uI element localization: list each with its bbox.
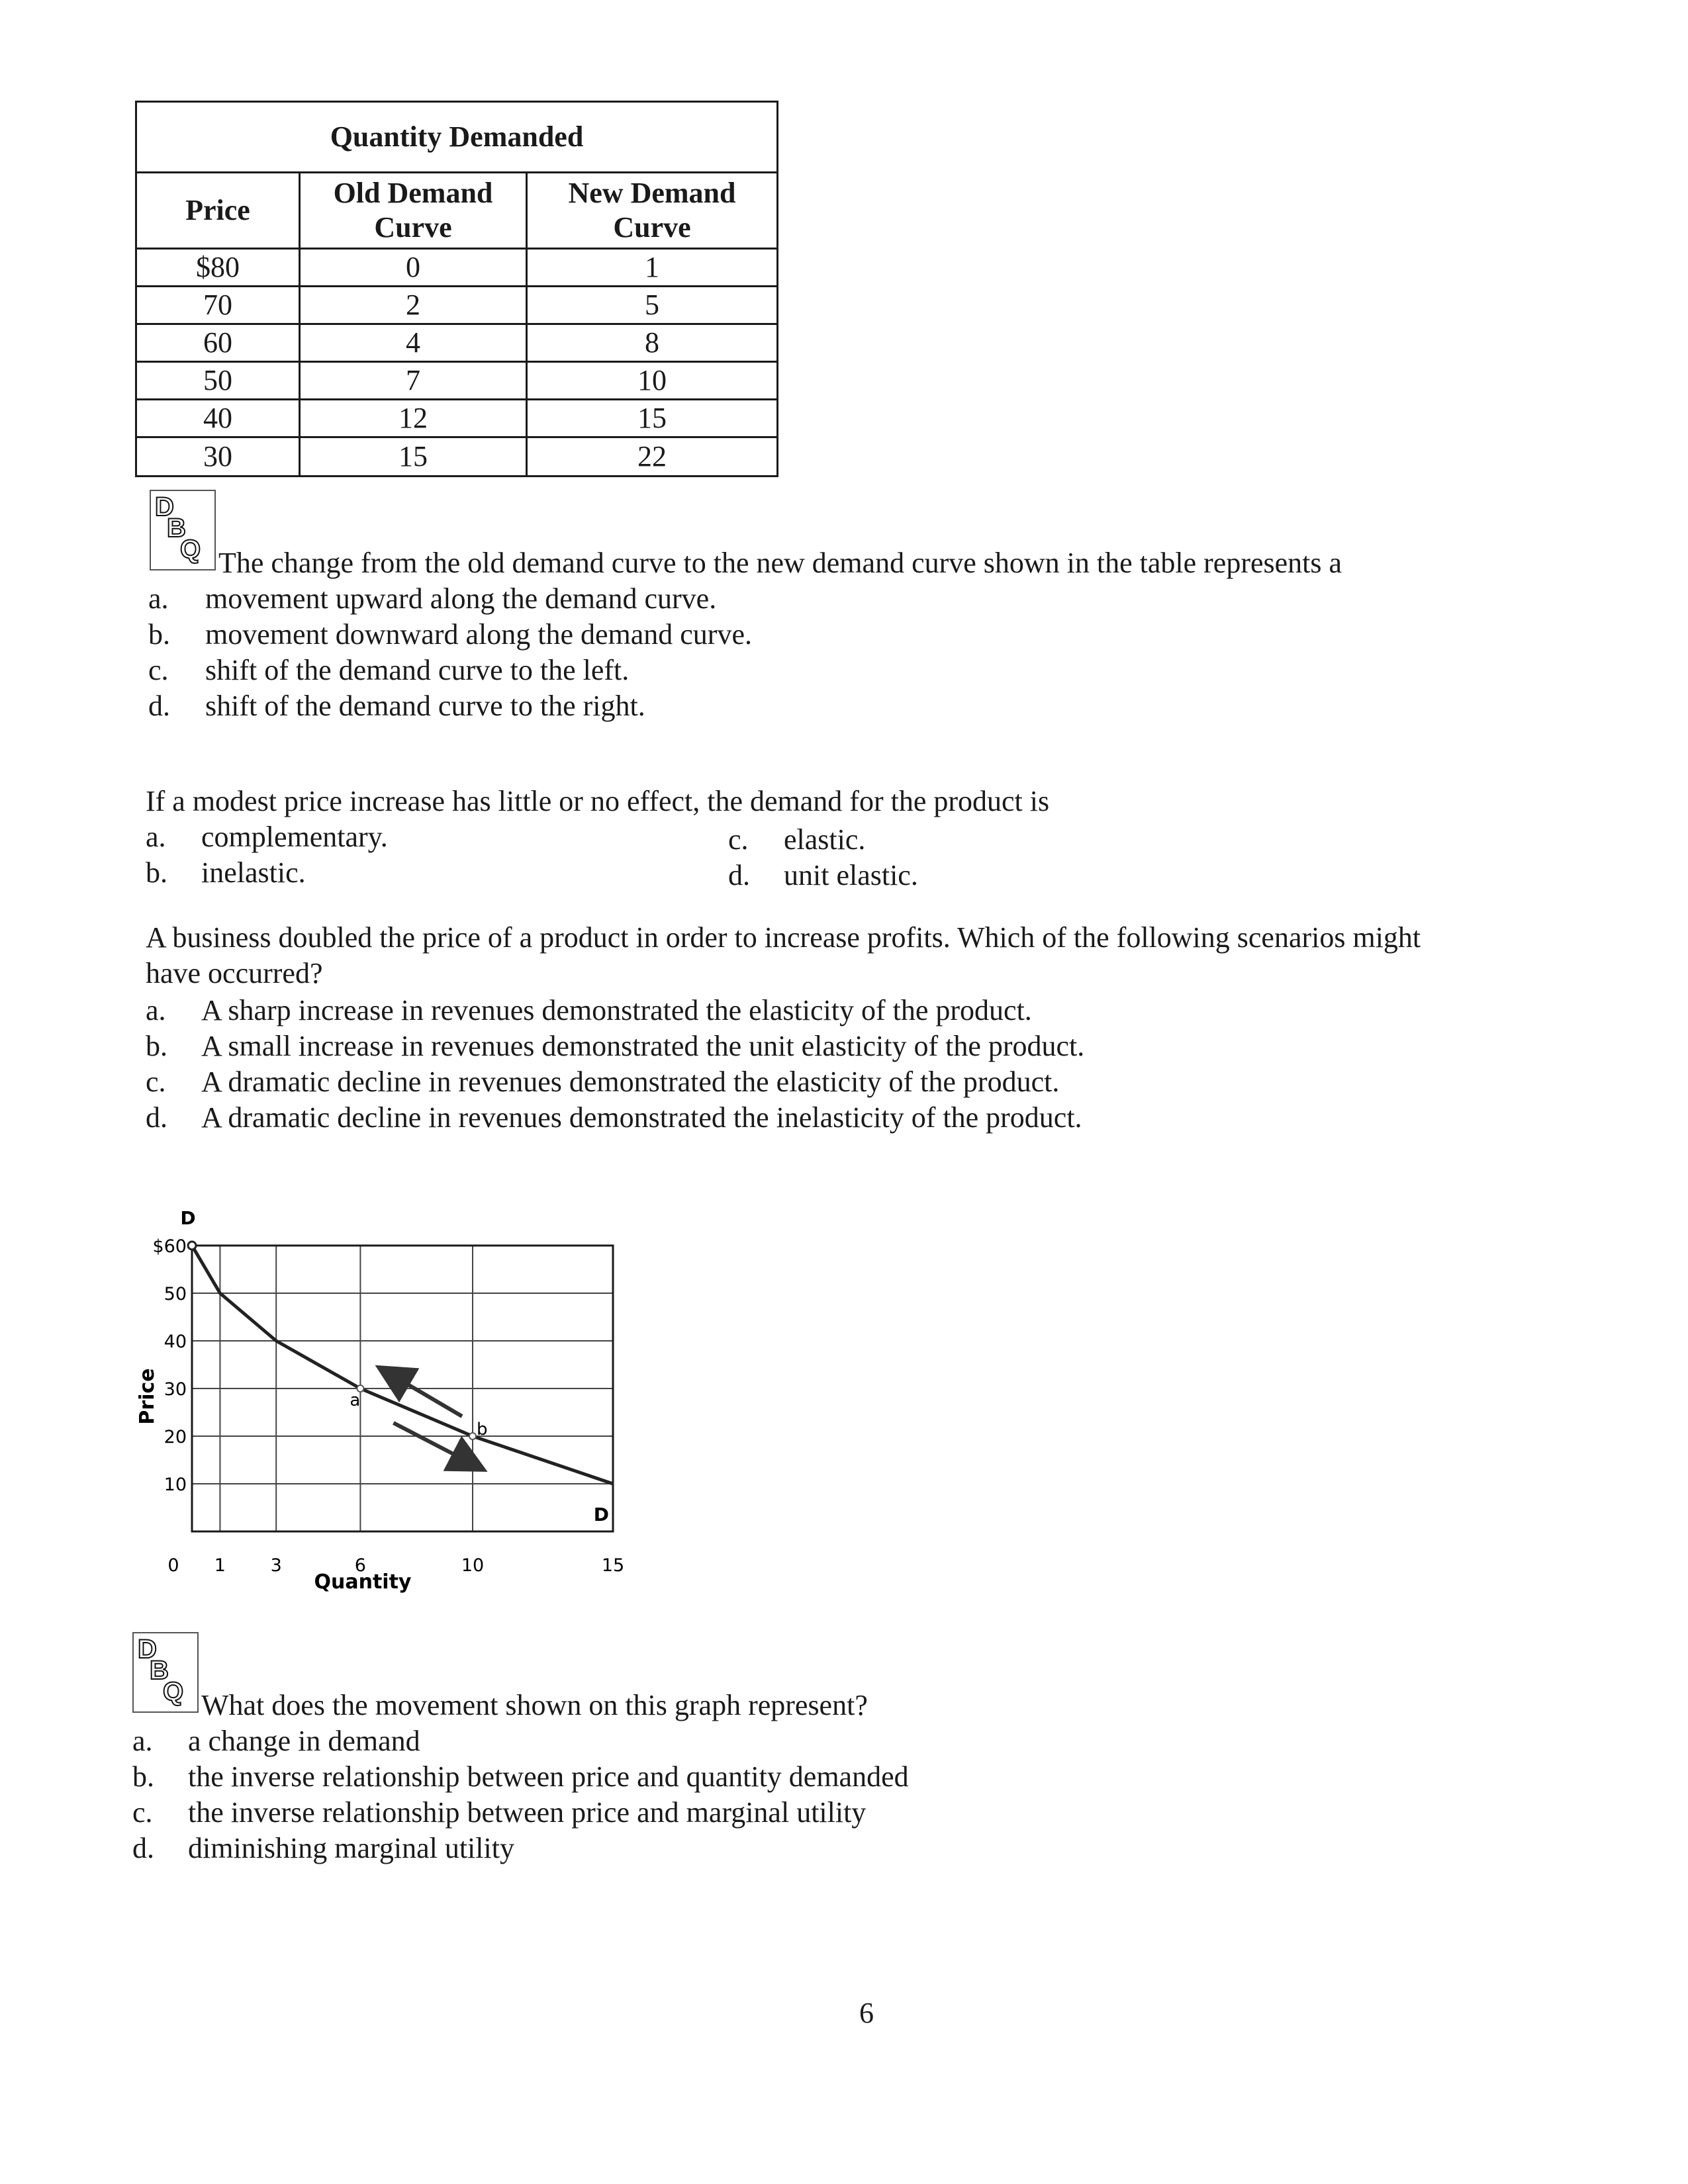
table-row (136, 362, 778, 400)
q3-option-letter: a. (146, 994, 166, 1026)
table-group-header: Quantity Demanded (136, 102, 778, 173)
q3-option-b[interactable]: A small increase in revenues demonstrated the unit elasticity of the product. (201, 1030, 1085, 1062)
q4-option-letter: b. (132, 1760, 154, 1793)
table-row (136, 324, 778, 362)
q3-stem-line1: A business doubled the price of a product in order to increase profits. Which of the following scenarios might (146, 921, 1421, 954)
q2-option-letter: d. (728, 859, 750, 891)
demand-table (135, 101, 778, 477)
q2-option-b[interactable]: inelastic. (201, 856, 306, 889)
cell-old: 2 (300, 287, 527, 324)
q4-option-c[interactable]: the inverse relationship between price and marginal utility (188, 1796, 867, 1829)
q1-option-letter: d. (148, 690, 170, 722)
q2-option-letter: b. (146, 856, 167, 889)
q3-option-letter: d. (146, 1101, 167, 1134)
cell-new: 15 (527, 400, 778, 437)
q3-option-letter: b. (146, 1030, 167, 1062)
q4-option-a[interactable]: a change in demand (188, 1725, 420, 1757)
x-tick-label: 6 (354, 1555, 366, 1576)
x-tick-label: 0 (167, 1555, 179, 1576)
col-header-price: Price (136, 173, 300, 249)
cell-price: $80 (136, 249, 300, 287)
q3-option-c[interactable]: A dramatic decline in revenues demonstrated the elasticity of the product. (201, 1066, 1060, 1098)
cell-new: 1 (527, 249, 778, 287)
q3-option-d[interactable]: A dramatic decline in revenues demonstrated the inelasticity of the product. (201, 1101, 1082, 1134)
cell-price: 60 (136, 324, 300, 362)
y-tick-label: 50 (164, 1284, 187, 1304)
cell-old: 7 (300, 362, 527, 400)
cell-price: 40 (136, 400, 300, 437)
cell-new: 8 (527, 324, 778, 362)
table-row (136, 249, 778, 287)
x-tick-label: 3 (270, 1555, 282, 1576)
table-row (136, 287, 778, 324)
chart-grid (192, 1246, 613, 1531)
cell-price: 70 (136, 287, 300, 324)
cell-old: 4 (300, 324, 527, 362)
y-tick-label: 20 (164, 1427, 187, 1447)
curve-label-top: D (180, 1207, 196, 1229)
cell-new: 5 (527, 287, 778, 324)
col-header-old: Old Demand Curve (300, 173, 527, 249)
q3-option-letter: c. (146, 1066, 166, 1098)
q4-option-d[interactable]: diminishing marginal utility (188, 1832, 514, 1864)
y-tick-label: 40 (164, 1332, 187, 1352)
q3-option-a[interactable]: A sharp increase in revenues demonstrated the elasticity of the product. (201, 994, 1032, 1026)
q2-option-a[interactable]: complementary. (201, 821, 388, 853)
q4-option-letter: a. (132, 1725, 153, 1757)
page-number: 6 (859, 1997, 874, 2029)
x-tick-label: 15 (601, 1555, 625, 1576)
q2-option-d[interactable]: unit elastic. (784, 859, 918, 891)
q3-stem-line2: have occurred? (146, 957, 323, 989)
q1-stem: The change from the old demand curve to the new demand curve shown in the table represents a (218, 547, 1342, 579)
cell-price: 30 (136, 437, 300, 477)
dbq-badge: D B Q (150, 490, 216, 570)
q1-option-d[interactable]: shift of the demand curve to the right. (205, 690, 645, 722)
y-axis-label: Price (136, 1368, 159, 1425)
q1-option-a[interactable]: movement upward along the demand curve. (205, 582, 717, 615)
q1-option-b[interactable]: movement downward along the demand curve. (205, 618, 752, 651)
dbq-badge: D B Q (132, 1632, 199, 1713)
demand-chart (119, 1205, 649, 1602)
arrow-up-left (392, 1375, 462, 1416)
point-b (469, 1433, 476, 1439)
q1-option-letter: a. (148, 582, 169, 615)
q1-option-letter: b. (148, 618, 170, 651)
cell-old: 0 (300, 249, 527, 287)
x-tick-label: 10 (461, 1555, 485, 1576)
table-row (136, 400, 778, 437)
q1-option-c[interactable]: shift of the demand curve to the left. (205, 654, 630, 686)
cell-new: 10 (527, 362, 778, 400)
curve-label-bottom: D (593, 1504, 609, 1525)
q4-option-letter: c. (132, 1796, 153, 1829)
q1-option-letter: c. (148, 654, 169, 686)
q4-option-b[interactable]: the inverse relationship between price and quantity demanded (188, 1760, 909, 1793)
curve-start-point (188, 1242, 196, 1250)
cell-old: 12 (300, 400, 527, 437)
q2-stem: If a modest price increase has little or no effect, the demand for the product is (146, 785, 1050, 817)
point-label-a: a (350, 1390, 361, 1410)
y-tick-label: $60 (152, 1236, 187, 1257)
table-row (136, 437, 778, 477)
cell-old: 15 (300, 437, 527, 477)
cell-price: 50 (136, 362, 300, 400)
y-tick-label: 10 (164, 1475, 187, 1495)
y-tick-label: 30 (164, 1379, 187, 1400)
demand-curve (192, 1246, 613, 1484)
x-axis-label: Quantity (314, 1570, 412, 1594)
col-header-new: New Demand Curve (527, 173, 778, 249)
x-tick-label: 1 (214, 1555, 226, 1576)
cell-new: 22 (527, 437, 778, 477)
q2-option-letter: c. (728, 823, 749, 856)
q4-option-letter: d. (132, 1832, 154, 1864)
point-label-b: b (477, 1420, 488, 1439)
q2-option-letter: a. (146, 821, 166, 853)
q2-option-c[interactable]: elastic. (784, 823, 866, 856)
q4-stem: What does the movement shown on this graph represent? (201, 1689, 868, 1721)
